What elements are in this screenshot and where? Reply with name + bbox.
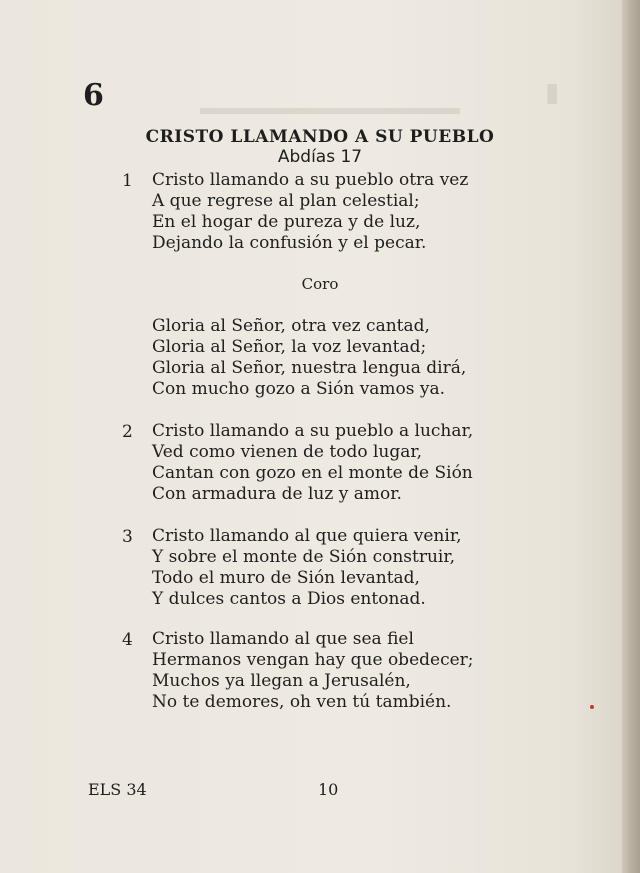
stanza-line: Muchos ya llegan a Jerusalén, [152,671,411,691]
chorus-line: Gloria al Señor, otra vez cantad, [152,316,430,336]
stanza-line: Y dulces cantos a Dios entonad. [152,589,426,609]
chorus-line: Gloria al Señor, nuestra lengua dirá, [152,358,467,378]
chorus-line: Gloria al Señor, la voz levantad; [152,337,427,357]
scripture-reference: Abdías 17 [277,147,363,167]
stanza-line: No te demores, oh ven tú también. [152,692,452,712]
stanza-line: Con armadura de luz y amor. [152,484,402,504]
stanza-line: Cristo llamando al que sea fiel [152,629,414,649]
stanza-line: Cantan con gozo en el monte de Sión [152,463,473,483]
stanza-line: Cristo llamando a su pueblo otra vez [152,170,469,190]
chorus-line: Con mucho gozo a Sión vamos ya. [152,379,446,399]
stanza-line: Hermanos vengan hay que obedecer; [152,650,474,670]
stanza-number: 3 [122,527,133,547]
stanza-line: Cristo llamando a su pueblo a luchar, [152,421,474,441]
bleed-through-decoration [200,108,460,114]
stanza-line: Ved como vienen de todo lugar, [152,442,423,462]
stanza-number: 2 [122,422,133,442]
chorus-label: Coro [301,275,339,293]
hymn-number: 6 [83,78,104,113]
bleed-through-decoration: ▮ [545,78,560,108]
stanza-line: A que regrese al plan celestial; [152,191,420,211]
footer-code: ELS 34 [88,780,147,799]
stanza-number: 4 [122,630,133,650]
stanza-line: En el hogar de pureza y de luz, [152,212,421,232]
stanza-line: Dejando la confusión y el pecar. [152,233,427,253]
stanza-number: 1 [122,171,133,191]
page-number: 10 [318,780,339,799]
stanza-line: Y sobre el monte de Sión construir, [152,547,456,567]
hymn-title: CRISTO LLAMANDO A SU PUEBLO [145,127,495,147]
ink-speck [590,705,594,709]
stanza-line: Cristo llamando al que quiera venir, [152,526,462,546]
stanza-line: Todo el muro de Sión levantad, [152,568,420,588]
